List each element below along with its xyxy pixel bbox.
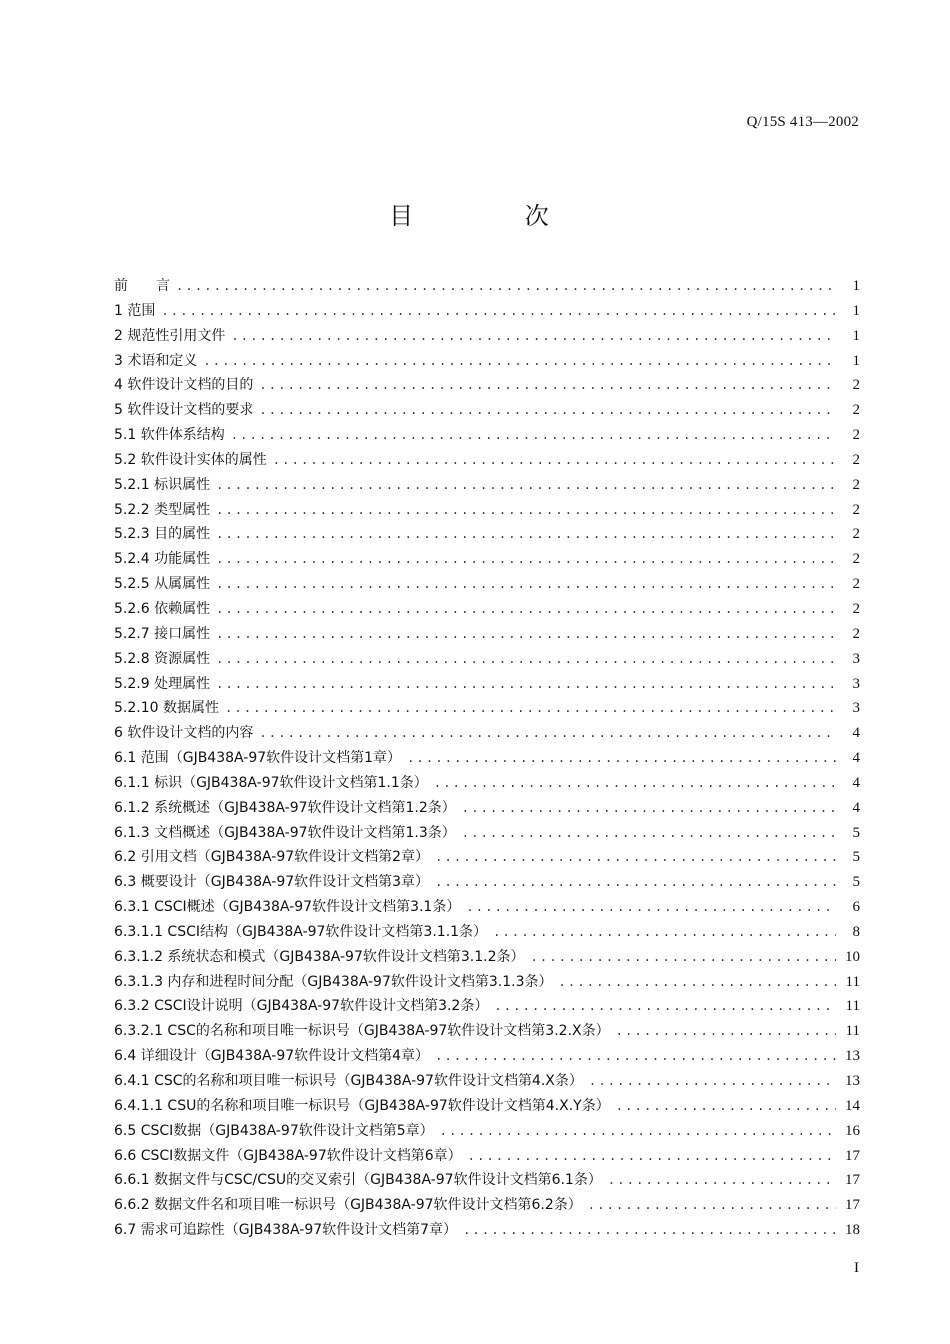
toc-entry-page: 2: [852, 576, 860, 593]
toc-entry-page: 18: [845, 1222, 860, 1239]
dot-leader: [462, 801, 836, 815]
toc-entry[interactable]: [114, 598, 860, 623]
toc-entry-label: 6.3.1.2 系统状态和模式（GJB438A-97软件设计文档第3.1.2条）: [114, 948, 525, 965]
dot-leader: [216, 527, 836, 541]
toc-entry[interactable]: [114, 1120, 860, 1145]
toc-entry-page: 4: [852, 750, 860, 767]
toc-entry-page: 10: [845, 948, 860, 965]
toc-entry-label: 6.3.1.1 CSCI结构（GJB438A-97软件设计文档第3.1.1条）: [114, 923, 488, 940]
toc-entry-page: 2: [852, 476, 860, 493]
toc-entry[interactable]: [114, 1194, 860, 1219]
dot-leader: [559, 975, 837, 989]
dot-leader: [203, 354, 836, 368]
toc-entry[interactable]: [114, 1145, 860, 1170]
toc-entry-label: 6.7 需求可追踪性（GJB438A-97软件设计文档第7章）: [114, 1222, 458, 1239]
dot-leader: [494, 999, 836, 1013]
toc-entry[interactable]: [114, 573, 860, 598]
dot-leader: [435, 875, 836, 889]
toc-entry-label: 5.2.4 功能属性: [114, 551, 211, 568]
toc-entry[interactable]: [114, 946, 860, 971]
toc-entry-label: 6.1.3 文档概述（GJB438A-97软件设计文档第1.3条）: [114, 824, 456, 841]
dot-leader: [466, 900, 836, 914]
toc-entry-label: 6.6 CSCI数据文件（GJB438A-97软件设计文档第6章）: [114, 1147, 462, 1164]
toc-entry[interactable]: [114, 971, 860, 996]
dot-leader: [161, 304, 836, 318]
toc-entry-page: 11: [845, 973, 860, 990]
toc-entry-page: 2: [852, 402, 860, 419]
toc-entry-label: 6.4.1.1 CSU的名称和项目唯一标识号（GJB438A-97软件设计文档第4.X.Y条）: [114, 1097, 610, 1114]
document-code: Q/15S 413—2002: [746, 114, 859, 130]
toc-entry-label: 6.3.2.1 CSC的名称和项目唯一标识号（GJB438A-97软件设计文档第3.2.X条）: [114, 1023, 610, 1040]
toc-entry[interactable]: [114, 499, 860, 524]
toc-entry-page: 4: [852, 774, 860, 791]
toc-entry-page: 2: [852, 501, 860, 518]
toc-entry-page: 5: [852, 824, 860, 841]
toc-entry[interactable]: [114, 1095, 860, 1120]
dot-leader: [435, 850, 836, 864]
toc-entry[interactable]: [114, 523, 860, 548]
toc-entry-page: 2: [852, 526, 860, 543]
table-of-contents: [114, 275, 860, 1244]
toc-entry-page: 4: [852, 799, 860, 816]
dot-leader: [216, 478, 836, 492]
toc-entry[interactable]: [114, 1219, 860, 1244]
toc-entry-label: 5.1 软件体系结构: [114, 427, 225, 444]
toc-entry-page: 2: [852, 551, 860, 568]
dot-leader: [435, 1049, 836, 1063]
toc-entry[interactable]: [114, 1045, 860, 1070]
toc-entry-label: 5.2 软件设计实体的属性: [114, 451, 267, 468]
toc-entry[interactable]: [114, 449, 860, 474]
toc-entry-page: 5: [852, 874, 860, 891]
toc-entry-page: 1: [852, 278, 860, 294]
toc-entry[interactable]: [114, 300, 860, 325]
page-title: 目 次: [389, 202, 601, 230]
toc-entry[interactable]: [114, 623, 860, 648]
toc-entry-label: 6.1 范围（GJB438A-97软件设计文档第1章）: [114, 750, 402, 767]
toc-entry-label: 6.3.2 CSCI设计说明（GJB438A-97软件设计文档第3.2条）: [114, 998, 489, 1015]
toc-entry-page: 16: [845, 1122, 860, 1139]
toc-entry-page: 11: [845, 998, 860, 1015]
dot-leader: [588, 1198, 836, 1212]
toc-entry[interactable]: [114, 896, 860, 921]
dot-leader: [468, 1149, 836, 1163]
dot-leader: [440, 1124, 836, 1138]
toc-entry[interactable]: [114, 772, 860, 797]
dot-leader: [216, 627, 836, 641]
dot-leader: [216, 552, 836, 566]
dot-leader: [608, 1173, 836, 1187]
toc-entry[interactable]: [114, 325, 860, 350]
toc-entry[interactable]: [114, 374, 860, 399]
toc-entry-page: 13: [845, 1073, 860, 1089]
toc-entry-label: 6.3.1 CSCI概述（GJB438A-97软件设计文档第3.1条）: [114, 899, 461, 916]
toc-entry-label: 5.2.6 依赖属性: [114, 600, 211, 617]
toc-entry-page: 1: [852, 352, 860, 369]
toc-entry-page: 11: [845, 1023, 860, 1040]
toc-entry[interactable]: [114, 424, 860, 449]
toc-entry-page: 2: [852, 377, 860, 394]
toc-entry-page: 8: [852, 923, 860, 940]
toc-entry-label: 6.4.1 CSC的名称和项目唯一标识号（GJB438A-97软件设计文档第4.X条）: [114, 1073, 583, 1089]
toc-entry[interactable]: [114, 648, 860, 673]
toc-entry[interactable]: [114, 1020, 860, 1045]
dot-leader: [616, 1099, 836, 1113]
toc-entry-label: 5.2.1 标识属性: [114, 476, 211, 493]
toc-entry-label: 2 规范性引用文件: [114, 327, 226, 344]
page-number: I: [854, 1260, 859, 1276]
toc-entry[interactable]: [114, 673, 860, 698]
toc-entry[interactable]: [114, 1169, 860, 1194]
toc-entry-page: 1: [852, 327, 860, 344]
toc-entry-label: [114, 275, 170, 295]
toc-entry[interactable]: [114, 350, 860, 375]
dot-leader: [231, 329, 836, 343]
toc-entry-page: 4: [852, 725, 860, 742]
toc-entry-label: 5.2.3 目的属性: [114, 526, 211, 543]
dot-leader: [616, 1024, 836, 1038]
toc-entry-label: 4 软件设计文档的目的: [114, 377, 254, 394]
toc-entry[interactable]: [114, 797, 860, 822]
toc-entry[interactable]: [114, 275, 860, 300]
toc-entry-page: 14: [845, 1097, 860, 1114]
toc-entry-label: 5.2.7 接口属性: [114, 625, 211, 642]
toc-entry-page: 3: [852, 700, 860, 717]
toc-entry-label-part: 前: [114, 278, 128, 294]
dot-leader: [434, 776, 836, 790]
toc-entry[interactable]: [114, 995, 860, 1020]
dot-leader: [216, 577, 836, 591]
dot-leader: [259, 726, 836, 740]
toc-entry-label: 5.2.2 类型属性: [114, 501, 211, 518]
toc-entry-label: 6.2 引用文档（GJB438A-97软件设计文档第2章）: [114, 849, 430, 866]
toc-entry-page: 17: [845, 1172, 860, 1189]
dot-leader: [463, 1223, 836, 1237]
toc-entry-label: 6.1.2 系统概述（GJB438A-97软件设计文档第1.2条）: [114, 799, 456, 816]
dot-leader: [216, 602, 836, 616]
toc-entry-label: 6.1.1 标识（GJB438A-97软件设计文档第1.1条）: [114, 774, 428, 791]
toc-entry-page: 13: [845, 1048, 860, 1065]
toc-entry[interactable]: [114, 1070, 860, 1095]
toc-entry[interactable]: [114, 846, 860, 871]
toc-entry[interactable]: [114, 747, 860, 772]
toc-entry-label: 6.5 CSCI数据（GJB438A-97软件设计文档第5章）: [114, 1122, 434, 1139]
toc-entry-label: 6 软件设计文档的内容: [114, 725, 254, 742]
toc-entry[interactable]: [114, 697, 860, 722]
dot-leader: [259, 403, 836, 417]
dot-leader: [176, 279, 836, 293]
dot-leader: [216, 503, 836, 517]
dot-leader: [531, 950, 837, 964]
toc-entry[interactable]: [114, 399, 860, 424]
toc-entry[interactable]: [114, 822, 860, 847]
toc-entry-label: 5.2.10 数据属性: [114, 700, 219, 717]
toc-entry-label: 6.3.1.3 内存和进程时间分配（GJB438A-97软件设计文档第3.1.3条）: [114, 973, 553, 990]
toc-entry[interactable]: [114, 871, 860, 896]
toc-entry-label: 6.3 概要设计（GJB438A-97软件设计文档第3章）: [114, 874, 430, 891]
dot-leader: [225, 701, 836, 715]
toc-entry-label: 3 术语和定义: [114, 352, 198, 369]
toc-entry-page: 17: [845, 1147, 860, 1164]
toc-entry-page: 5: [852, 849, 860, 866]
dot-leader: [216, 677, 836, 691]
toc-entry-label: 5 软件设计文档的要求: [114, 402, 254, 419]
toc-entry-page: 2: [852, 451, 860, 468]
toc-entry-label: 6.6.2 数据文件名和项目唯一标识号（GJB438A-97软件设计文档第6.2条）: [114, 1197, 582, 1214]
toc-entry-label: 6.6.1 数据文件与CSC/CSU的交叉索引（GJB438A-97软件设计文档第6.1条）: [114, 1172, 602, 1189]
toc-entry-label: 5.2.8 资源属性: [114, 650, 211, 667]
toc-entry[interactable]: [114, 921, 860, 946]
toc-entry-label: 5.2.5 从属属性: [114, 576, 211, 593]
toc-entry-page: 2: [852, 600, 860, 617]
toc-entry-page: 2: [852, 427, 860, 444]
toc-entry-page: 2: [852, 625, 860, 642]
toc-entry[interactable]: [114, 548, 860, 573]
dot-leader: [273, 453, 836, 467]
dot-leader: [231, 428, 836, 442]
toc-entry-page: 1: [852, 302, 860, 319]
dot-leader: [493, 925, 836, 939]
toc-entry-label-part: 言: [156, 278, 170, 294]
toc-entry-page: 3: [852, 675, 860, 692]
toc-entry-page: 3: [852, 650, 860, 667]
toc-entry-label: 6.4 详细设计（GJB438A-97软件设计文档第4章）: [114, 1048, 430, 1065]
dot-leader: [462, 826, 836, 840]
dot-leader: [216, 652, 836, 666]
toc-entry-page: 6: [852, 899, 860, 916]
dot-leader: [589, 1074, 836, 1088]
dot-leader: [407, 751, 836, 765]
dot-leader: [259, 378, 836, 392]
toc-entry-label: 1 范围: [114, 302, 156, 319]
toc-entry-label: 5.2.9 处理属性: [114, 675, 211, 692]
toc-entry-page: 17: [845, 1197, 860, 1214]
toc-entry[interactable]: [114, 722, 860, 747]
toc-entry[interactable]: [114, 474, 860, 499]
